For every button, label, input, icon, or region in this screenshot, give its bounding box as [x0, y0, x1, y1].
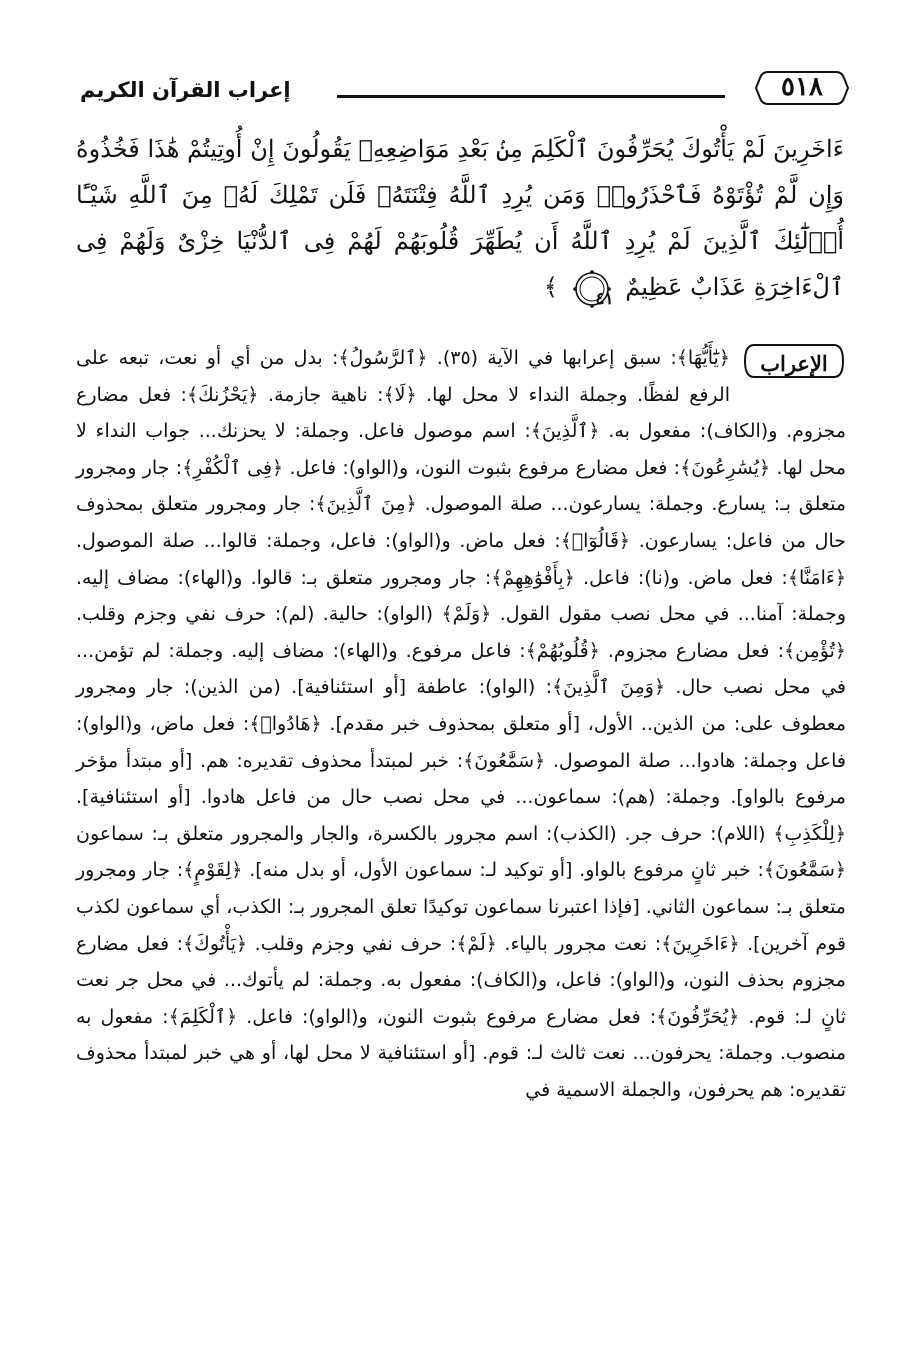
page-number: ٥١٨ — [781, 72, 823, 102]
irab-label-frame — [742, 342, 846, 380]
page-header — [70, 66, 850, 112]
verse-close-bracket: ﴾ — [543, 273, 558, 301]
irab-text: ﴿يَٰٓأَيُّهَا﴾: سبق إعرابها في الآية (٣٥). ﴿ٱلرَّسُولُ﴾: بدل من أي أو نعت، تبعه على الرفع لفظًا. وجملة النداء لا محل لها. ﴿لَا﴾: ناهية جازمة. ﴿يَحْزُنكَ﴾: فعل مضارع مجزوم. و(الكاف): مفعول به. ﴿ٱلَّذِينَ﴾: اسم موصول فاعل. وجملة: لا يحزنك... جواب النداء لا محل لها. ﴿يُسَٰرِعُونَ﴾: فعل مضارع مرفوع بثبوت النون، و(الواو): فاعل. ﴿فِى ٱلْكُفْرِ﴾: جار ومجرور متعلق بـ: يسارع. وجملة: يسارعون... صلة الموصول. ﴿مِنَ ٱلَّذِينَ﴾: جار ومجرور متعلق بمحذوف حال من فاعل: يسارعون. ﴿قَالُوٓا۟﴾: فعل ماض. و(الواو): فاعل، وجملة: قالوا... صلة الموصول. ﴿ءَامَنَّا﴾: فعل ماض. و(نا): فاعل. ﴿بِأَفْوَٰهِهِمْ﴾: جار ومجرور متعلق بـ: قالوا. و(الهاء): مضاف إليه. وجملة: آمنا... في محل نصب مقول القول. ﴿وَلَمْ﴾ (الواو): حالية. (لم): حرف نفي وجزم وقلب. ﴿تُؤْمِن﴾: فعل مضارع مجزوم. ﴿قُلُوبُهُمْ﴾: فاعل مرفوع. و(الهاء): مضاف إليه. وجملة: لم تؤمن... في محل نصب حال. ﴿وَمِنَ ٱلَّذِينَ﴾: (الواو): عاطفة [أو استئنافية]. (من الذين): جار ومجرور معطوف على: من الذين.. الأول، [أو متعلق بمحذوف خبر مقدم]. ﴿هَادُوا۟﴾: فعل ماض، و(الواو): فاعل وجملة: هادوا... صلة الموصول. ﴿سَمَّٰعُونَ﴾: خبر لمبتدأ محذوف تقديره: هم. [أو مبتدأ مؤخر مرفوع بالواو]. وجملة: (هم): سماعون... في محل نصب حال من فاعل هادوا. [أو استئنافية]. ﴿لِلْكَذِبِ﴾ (اللام): حرف جر. (الكذب): اسم مجرور بالكسرة، والجار والمجرور متعلق بـ: سماعون ﴿سَمَّٰعُونَ﴾: خبر ثانٍ مرفوع بالواو. [أو توكيد لـ: سماعون الأول، أو بدل منه]. ﴿لِقَوْمٍ﴾: جار ومجرور متعلق بـ: سماعون الثاني. [فإذا اعتبرنا سماعون توكيدًا تعلق المجرور بـ: الكذب، أي سماعون لكذب قوم آخرين]. ﴿ءَاخَرِينَ﴾: نعت مجرور بالياء. ﴿لَمْ﴾: حرف نفي وجزم وقلب. ﴿يَأْتُوكَ﴾: فعل مضارع مجزوم بحذف النون، و(الواو): فاعل، و(الكاف): مفعول به. وجملة: لم يأتوك... في محل جر نعت ثانٍ لـ: قوم. ﴿يُحَرِّفُونَ﴾: فعل مضارع مرفوع بثبوت النون، و(الواو): فاعل. ﴿ٱلْكَلِمَ﴾: مفعول به منصوب. وجملة: يحرفون... نعت ثالث لـ: قوم. [أو استئنافية لا محل لها، أو هي خبر لمبتدأ محذوف تقديره: هم يحرفون، والجملة الاسمية في — [76, 347, 846, 1101]
irab-section — [76, 340, 846, 1108]
irab-label: الإعراب — [760, 351, 828, 376]
ayah-number: ٤١ — [595, 288, 614, 309]
header-rule — [337, 95, 725, 98]
verse-text: ءَاخَرِينَ لَمْ يَأْتُوكَ يُحَرِّفُونَ ٱلْكَلِمَ مِنۢ بَعْدِ مَوَاضِعِهِۦ يَقُولُونَ إِنْ أُوتِيتُمْ هَٰذَا فَخُذُوهُ وَإِن لَّمْ تُؤْتَوْهُ فَٱحْذَرُوا۟ وَمَن يُرِدِ ٱللَّهُ فِتْنَتَهُۥ فَلَن تَمْلِكَ لَهُۥ مِنَ ٱللَّهِ شَيْـًٔا أُو۟لَٰٓئِكَ ٱلَّذِينَ لَمْ يُرِدِ ٱللَّهُ أَن يُطَهِّرَ قُلُوبَهُمْ لَهُمْ فِى ٱلدُّنْيَا خِزْىٌ وَلَهُمْ فِى ٱلْءَاخِرَةِ عَذَابٌ عَظِيمٌ — [76, 135, 844, 301]
running-title: إعراب القرآن الكريم — [80, 78, 291, 102]
page-number-frame — [754, 68, 850, 108]
quran-verse — [76, 126, 844, 310]
ayah-marker — [570, 270, 614, 308]
